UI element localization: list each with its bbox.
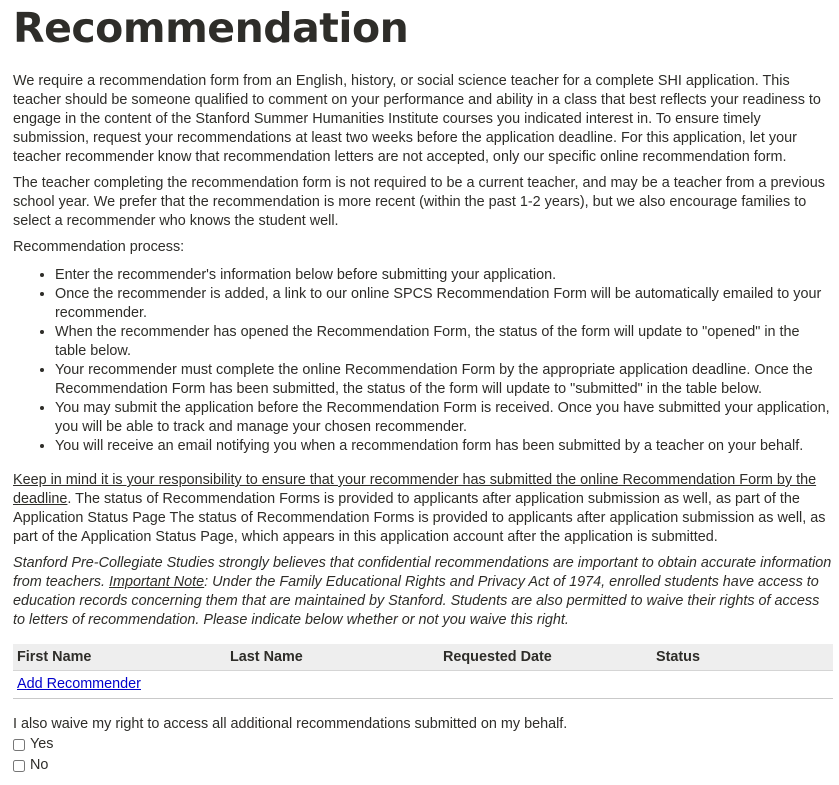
process-step: • Enter the recommender's information below before submitting your application. <box>55 266 833 285</box>
add-recommender-cell <box>13 671 833 699</box>
privacy-body: : Under the Family Educational Rights and Privacy Act of 1974, enrolled students have access to education records concerning them that are maintained by Stanford. Students are also permitted to waive their rights of access to letters of recommendation. Please indicate below whether or not you waive this right. <box>13 574 820 628</box>
recommenders-table <box>13 644 833 699</box>
process-step: • You will receive an email notifying you when a recommendation form has been submitted by a teacher on your behalf. <box>55 437 833 456</box>
yes-label: Yes <box>30 736 54 752</box>
important-note-label: Important Note <box>108 574 205 590</box>
no-checkbox[interactable] <box>13 760 25 772</box>
no-label: No <box>30 757 49 773</box>
responsibility-paragraph <box>13 471 833 547</box>
process-step: • Your recommender must complete the online Recommendation Form by the appropriate application deadline. Once the Recommendation Form has been submitted, the status of the form will update to "submitted" in the table below. <box>55 361 833 399</box>
yes-checkbox[interactable] <box>13 739 25 751</box>
teacher-note-paragraph: The teacher completing the recommendation form is not required to be a current teacher, and may be a teacher from a previous school year. We prefer that the recommendation is more recent (within the past 1-2 years), but we also encourage families to select a recommender who knows the student well. <box>13 175 825 229</box>
add-recommender-link[interactable]: Add Recommender <box>17 676 141 692</box>
waiver-option-no[interactable] <box>13 755 833 776</box>
column-first-name: First Name <box>13 644 226 671</box>
intro-paragraph: We require a recommendation form from an English, history, or social science teacher for a complete SHI application. This teacher should be someone qualified to comment on your performance and ability in a class that best reflects your readiness to engage in the content of the Stanford Summer Humanities Institute courses you indicated interest in. To ensure timely submission, request your recommendations at least two weeks before the application deadline. For this application, let your teacher recommender know that recommendation letters are not accepted, only our specific online recommendation form. <box>13 73 821 165</box>
column-last-name: Last Name <box>226 644 439 671</box>
privacy-lead: Stanford Pre-Collegiate Studies strongly believes that confidential recommendations are important to obtain accurate information from teachers. <box>13 555 832 590</box>
process-step: • You may submit the application before the Recommendation Form is received. Once you have submitted your application, you will be able to track and manage your chosen recommender. <box>55 399 833 437</box>
page-title: Recommendation <box>13 4 409 52</box>
process-list <box>13 266 833 456</box>
privacy-note <box>13 554 833 630</box>
column-requested-date: Requested Date <box>439 644 652 671</box>
responsibility-underlined: Keep in mind it is your responsibility to ensure that your recommender has submitted the online Recommendation Form by the deadline <box>13 472 817 507</box>
column-status: Status <box>652 644 833 671</box>
process-step: • When the recommender has opened the Recommendation Form, the status of the form will update to "opened" in the table below. <box>55 323 833 361</box>
process-heading: Recommendation process: <box>13 239 185 255</box>
table-header-row <box>13 644 833 671</box>
waiver-question: I also waive my right to access all additional recommendations submitted on my behalf. <box>13 716 568 732</box>
waiver-option-yes[interactable] <box>13 734 833 755</box>
responsibility-rest: . The status of Recommendation Forms is provided to applicants after application submission as well, as part of the Application Status Page The status of Recommendation Forms is provided to applicants after application submission as well, as part of the Application Status Page, which appears in this application account after the application is submitted. <box>13 491 826 545</box>
process-step: • Once the recommender is added, a link to our online SPCS Recommendation Form will be automatically emailed to your recommender. <box>55 285 833 323</box>
table-row <box>13 671 833 699</box>
